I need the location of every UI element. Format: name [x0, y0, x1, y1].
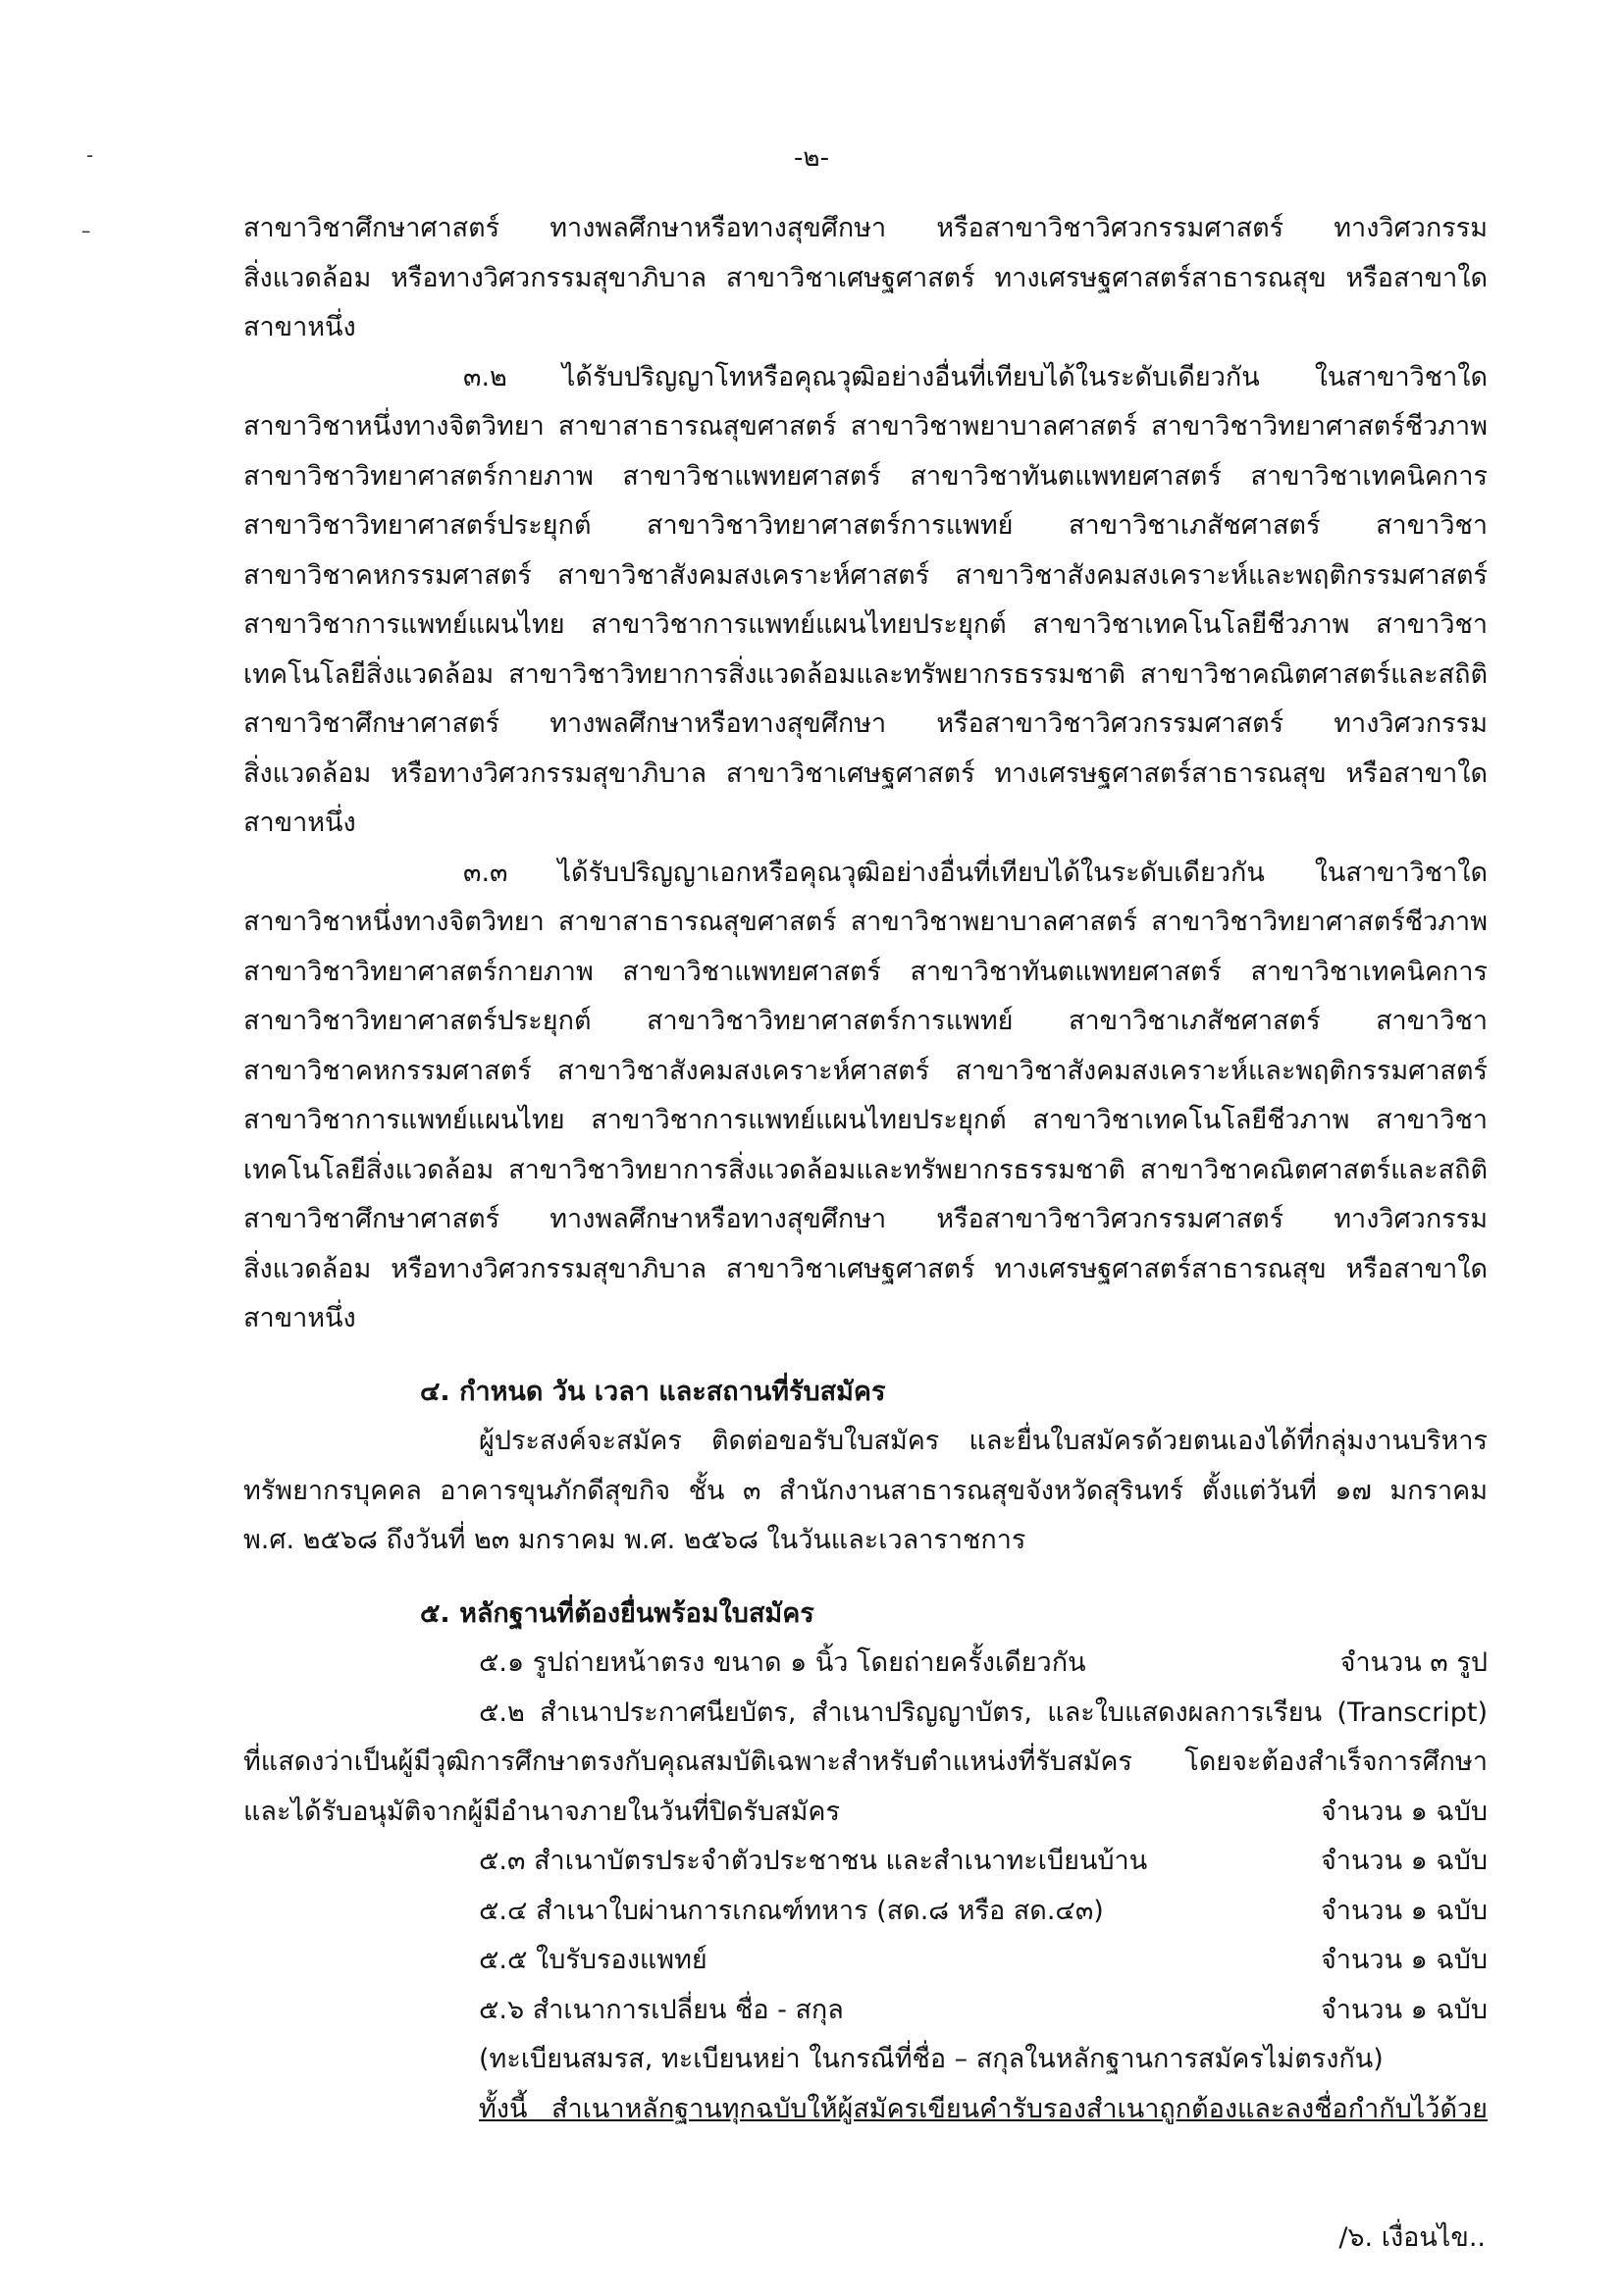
document-body	[243, 204, 1488, 2134]
item-quantity: จำนวน ๑ ฉบับ	[1320, 1796, 1488, 1827]
text-line: สาขาวิชาคหกรรมศาสตร์ สาขาวิชาสังคมสงเคราะห์ศาสตร์ สาขาวิชาสังคมสงเคราะห์และพฤติกรรมศาสตร์	[243, 559, 1488, 591]
page-number: -๒-	[794, 143, 829, 173]
list-item	[243, 1639, 1488, 1689]
text-line: สาขาวิชาศึกษาศาสตร์ ทางพลศึกษาหรือทางสุขศึกษา หรือสาขาวิชาวิศวกรรมศาสตร์ ทางวิศวกรรม	[243, 1204, 1488, 1234]
text-line: สาขาวิชาศึกษาศาสตร์ ทางพลศึกษาหรือทางสุขศึกษา หรือสาขาวิชาวิศวกรรมศาสตร์ ทางวิศวกรรม	[243, 213, 1488, 243]
section-5-heading: ๕. หลักฐานที่ต้องยื่นพร้อมใบสมัคร	[420, 1597, 814, 1629]
text-line: สาขาหนึ่ง	[243, 808, 356, 838]
item-quantity: จำนวน ๑ ฉบับ	[1320, 1994, 1488, 2025]
text-line: สาขาวิชาการแพทย์แผนไทย สาขาวิชาการแพทย์แผนไทยประยุกต์ สาขาวิชาเทคโนโลยีชีวภาพ สาขาวิชา	[243, 1105, 1488, 1135]
list-item: ๕.๒ สำเนาประกาศนียบัตร, สำเนาปริญญาบัตร, และใบแสดงผลการเรียน (Transcript)	[479, 1696, 1488, 1728]
item-quantity: จำนวน ๑ ฉบับ	[1320, 1945, 1488, 1975]
list-item	[243, 1936, 1488, 1986]
list-item	[243, 1837, 1488, 1887]
text-line: ผู้ประสงค์จะสมัคร ติดต่อขอรับใบสมัคร และยื่นใบสมัครด้วยตนเองได้ที่กลุ่มงานบริหาร	[479, 1426, 1488, 1456]
text-line: เทคโนโลยีสิ่งแวดล้อม สาขาวิชาวิทยาการสิ่งแวดล้อมและทรัพยากรธรรมชาติ สาขาวิชาคณิตศาสตร์และสถิติ	[243, 1154, 1488, 1185]
item-text: ๕.๔ สำเนาใบผ่านการเกณฑ์ทหาร (สด.๘ หรือ สด.๔๓)	[479, 1895, 1104, 1926]
text-line: สาขาวิชาวิทยาศาสตร์ประยุกต์ สาขาวิชาวิทยาศาสตร์การแพทย์ สาขาวิชาเภสัชศาสตร์ สาขาวิชา	[243, 1006, 1488, 1036]
section-4-heading: ๔. กำหนด วัน เวลา และสถานที่รับสมัคร	[420, 1376, 886, 1407]
text-line: สาขาวิชาหนึ่งทางจิตวิทยา สาขาสาธารณสุขศาสตร์ สาขาวิชาพยาบาลศาสตร์ สาขาวิชาวิทยาศาสตร์ชีวภาพ	[243, 907, 1488, 937]
list-item	[243, 1986, 1488, 2036]
text-line: ทรัพยากรบุคคล อาคารขุนภักดีสุขกิจ ชั้น ๓ สำนักงานสาธารณสุขจังหวัดสุรินทร์ ตั้งแต่วันที่ ๑๗ มกราคม	[243, 1475, 1488, 1506]
text-line: สาขาหนึ่ง	[243, 312, 356, 342]
continuation-marker: /๖. เงื่อนไข..	[1338, 2222, 1486, 2253]
text-line: สาขาหนึ่ง	[243, 1303, 356, 1333]
margin-mark-side: ߺ	[82, 214, 90, 237]
text-line: สาขาวิชาวิทยาศาสตร์กายภาพ สาขาวิชาแพทยศาสตร์ สาขาวิชาทันตแพทยศาสตร์ สาขาวิชาเทคนิคการ	[243, 460, 1488, 492]
list-item	[243, 1887, 1488, 1937]
item-quantity: จำนวน ๑ ฉบับ	[1320, 1895, 1488, 1926]
clause-3-3-first-line: ๓.๓ ได้รับปริญญาเอกหรือคุณวุฒิอย่างอื่นที่เทียบได้ในระดับเดียวกัน ในสาขาวิชาใด	[463, 857, 1488, 888]
item-text: ๕.๓ สำเนาบัตรประจำตัวประชาชน และสำเนาทะเบียนบ้าน	[479, 1846, 1148, 1876]
text-line: สาขาวิชาการแพทย์แผนไทย สาขาวิชาการแพทย์แผนไทยประยุกต์ สาขาวิชาเทคโนโลยีชีวภาพ สาขาวิชา	[243, 609, 1488, 640]
clause-3-2-first-line: ๓.๒ ได้รับปริญญาโทหรือคุณวุฒิอย่างอื่นที่เทียบได้ในระดับเดียวกัน ในสาขาวิชาใด	[463, 361, 1488, 392]
item-text: ๕.๖ สำเนาการเปลี่ยน ชื่อ - สกุล	[479, 1994, 844, 2025]
item-quantity: จำนวน ๓ รูป	[1339, 1647, 1488, 1678]
text-line: สาขาวิชาคหกรรมศาสตร์ สาขาวิชาสังคมสงเคราะห์ศาสตร์ สาขาวิชาสังคมสงเคราะห์และพฤติกรรมศาสตร์	[243, 1055, 1488, 1086]
text-line: สิ่งแวดล้อม หรือทางวิศวกรรมสุขาภิบาล สาขาวิชาเศษฐศาสตร์ ทางเศรษฐศาสตร์สาธารณสุข หรือสาขาใด	[243, 262, 1488, 293]
underlined-note: ทั้งนี้ สำเนาหลักฐานทุกฉบับให้ผู้สมัครเขียนคำรับรองสำเนาถูกต้องและลงชื่อกำกับไว้ด้วย	[479, 2093, 1488, 2124]
text-line: พ.ศ. ๒๕๖๘ ถึงวันที่ ๒๓ มกราคม พ.ศ. ๒๕๖๘ ในวันและเวลาราชการ	[243, 1525, 1026, 1555]
text-line: เทคโนโลยีสิ่งแวดล้อม สาขาวิชาวิทยาการสิ่งแวดล้อมและทรัพยากรธรรมชาติ สาขาวิชาคณิตศาสตร์และสถิติ	[243, 658, 1488, 690]
item-text: ๕.๑ รูปถ่ายหน้าตรง ขนาด ๑ นิ้ว โดยถ่ายครั้งเดียวกัน	[479, 1647, 1086, 1678]
text-line	[243, 1788, 1488, 1838]
text-line: สาขาวิชาวิทยาศาสตร์ประยุกต์ สาขาวิชาวิทยาศาสตร์การแพทย์ สาขาวิชาเภสัชศาสตร์ สาขาวิชา	[243, 510, 1488, 541]
note-line: (ทะเบียนสมรส, ทะเบียนหย่า ในกรณีที่ชื่อ – สกุลในหลักฐานการสมัครไม่ตรงกัน)	[479, 2044, 1384, 2074]
item-text: และได้รับอนุมัติจากผู้มีอำนาจภายในวันที่ปิดรับสมัคร	[243, 1796, 840, 1827]
text-line: สิ่งแวดล้อม หรือทางวิศวกรรมสุขาภิบาล สาขาวิชาเศษฐศาสตร์ ทางเศรษฐศาสตร์สาธารณสุข หรือสาขาใด	[243, 757, 1488, 789]
item-text: ๕.๕ ใบรับรองแพทย์	[479, 1945, 707, 1975]
text-line: สาขาวิชาศึกษาศาสตร์ ทางพลศึกษาหรือทางสุขศึกษา หรือสาขาวิชาวิศวกรรมศาสตร์ ทางวิศวกรรม	[243, 708, 1488, 739]
text-line: ที่แสดงว่าเป็นผู้มีวุฒิการศึกษาตรงกับคุณสมบัติเฉพาะสำหรับตำแหน่งที่รับสมัคร โดยจะต้องสำเร็จการศึกษา	[243, 1747, 1488, 1777]
margin-mark-top: -	[86, 143, 94, 167]
item-quantity: จำนวน ๑ ฉบับ	[1320, 1846, 1488, 1876]
text-line: สาขาวิชาวิทยาศาสตร์กายภาพ สาขาวิชาแพทยศาสตร์ สาขาวิชาทันตแพทยศาสตร์ สาขาวิชาเทคนิคการ	[243, 956, 1488, 987]
text-line: สาขาวิชาหนึ่งทางจิตวิทยา สาขาสาธารณสุขศาสตร์ สาขาวิชาพยาบาลศาสตร์ สาขาวิชาวิทยาศาสตร์ชีวภาพ	[243, 411, 1488, 442]
text-line: สิ่งแวดล้อม หรือทางวิศวกรรมสุขาภิบาล สาขาวิชาเศษฐศาสตร์ ทางเศรษฐศาสตร์สาธารณสุข หรือสาขาใด	[243, 1253, 1488, 1284]
